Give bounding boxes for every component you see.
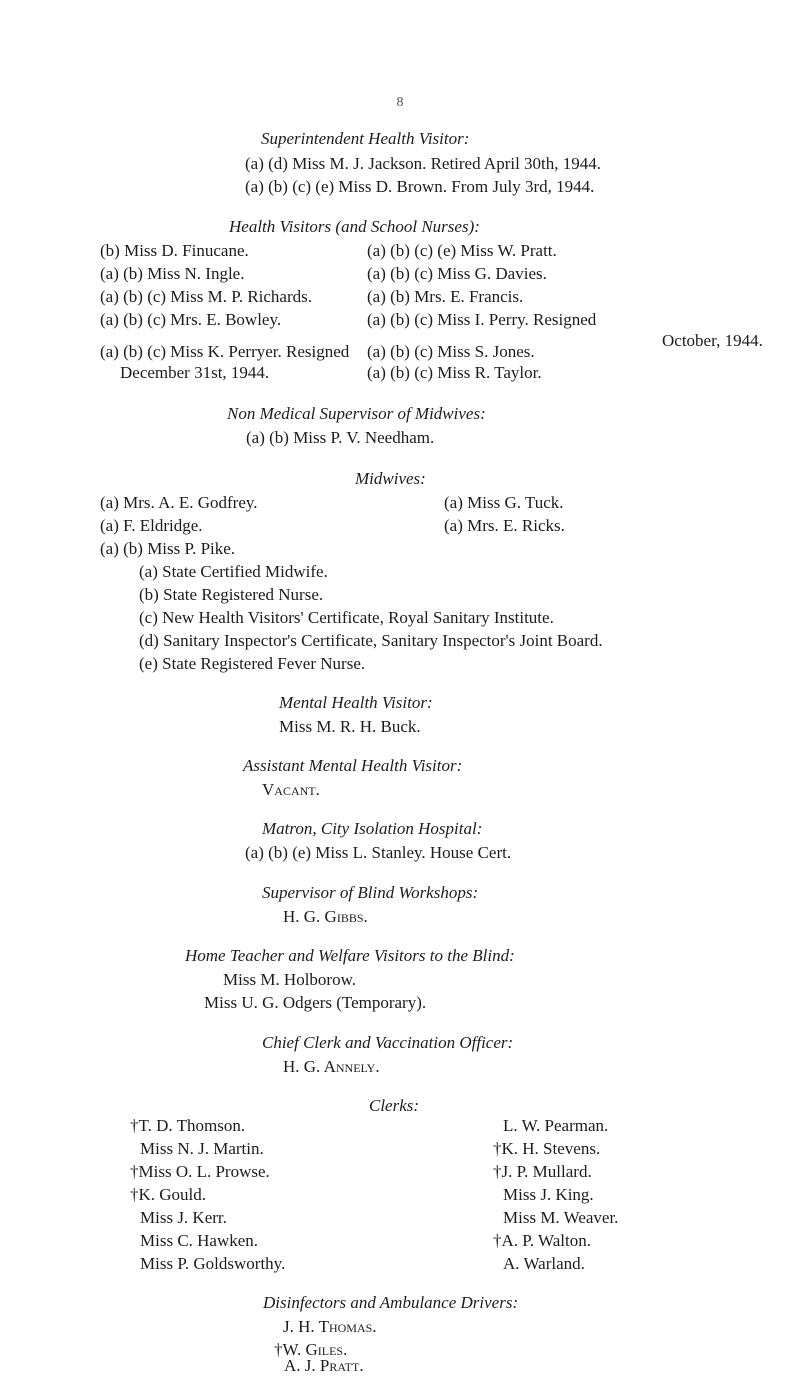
clerks-heading: Clerks: (369, 1096, 420, 1115)
mental-health-line: Miss M. R. H. Buck. (279, 717, 421, 736)
disinfector-2: †W. Giles. (274, 1340, 348, 1359)
hv-left-3: (a) (b) (c) Miss M. P. Richards. (100, 287, 312, 306)
hv-left-1: (b) Miss D. Finucane. (100, 241, 249, 260)
clerk-right-2: †K. H. Stevens. (493, 1139, 601, 1158)
hv-right-5: October, 1944. (662, 331, 763, 350)
hv-right-1: (a) (b) (c) (e) Miss W. Pratt. (367, 241, 557, 260)
blind-workshops-heading: Supervisor of Blind Workshops: (262, 883, 479, 902)
assistant-mental-line: Vacant. (262, 780, 320, 799)
home-teacher-line-2: Miss U. G. Odgers (Temporary). (204, 993, 427, 1012)
disinfectors-heading: Disinfectors and Ambulance Drivers: (263, 1293, 519, 1312)
clerk-left-2: Miss N. J. Martin. (140, 1139, 264, 1158)
midwife-left-2: (a) F. Eldridge. (100, 516, 203, 535)
key-e: (e) State Registered Fever Nurse. (139, 654, 366, 673)
clerk-right-4: Miss J. King. (503, 1185, 594, 1204)
hv-right-2: (a) (b) (c) Miss G. Davies. (367, 264, 547, 283)
key-a: (a) State Certified Midwife. (139, 562, 328, 581)
home-teacher-heading: Home Teacher and Welfare Visitors to the Blind: (185, 946, 515, 965)
clerk-right-5: Miss M. Weaver. (503, 1208, 619, 1227)
hv-left-6: December 31st, 1944. (120, 363, 270, 382)
clerk-left-3: †Miss O. L. Prowse. (130, 1162, 270, 1181)
hv-right-4: (a) (b) (c) Miss I. Perry. Resigned (367, 310, 597, 329)
disinfector-3: A. J. Pratt. (284, 1356, 364, 1375)
blind-workshops-line: H. G. Gibbs. (283, 907, 368, 926)
midwife-right-1: (a) Miss G. Tuck. (444, 493, 564, 512)
assistant-mental-heading: Assistant Mental Health Visitor: (243, 756, 463, 775)
clerk-right-1: L. W. Pearman. (503, 1116, 609, 1135)
midwife-right-2: (a) Mrs. E. Ricks. (444, 516, 565, 535)
key-b: (b) State Registered Nurse. (139, 585, 324, 604)
clerk-right-3: †J. P. Mullard. (493, 1162, 592, 1181)
clerk-left-1: †T. D. Thomson. (130, 1116, 246, 1135)
clerk-left-4: †K. Gould. (130, 1185, 207, 1204)
non-medical-heading: Non Medical Supervisor of Midwives: (227, 404, 486, 423)
chief-clerk-line: H. G. Annely. (283, 1057, 380, 1076)
clerk-right-6: †A. P. Walton. (493, 1231, 591, 1250)
hv-right-7: (a) (b) (c) Miss R. Taylor. (367, 363, 542, 382)
hv-left-2: (a) (b) Miss N. Ingle. (100, 264, 245, 283)
matron-heading: Matron, City Isolation Hospital: (262, 819, 483, 838)
clerk-right-7: A. Warland. (503, 1254, 585, 1273)
superintendent-line-2: (a) (b) (c) (e) Miss D. Brown. From July 3rd, 1944. (245, 177, 595, 196)
hv-left-5: (a) (b) (c) Miss K. Perryer. Resigned (100, 342, 350, 361)
superintendent-line-1: (a) (d) Miss M. J. Jackson. Retired April 30th, 1944. (245, 154, 602, 173)
clerk-left-5: Miss J. Kerr. (140, 1208, 227, 1227)
superintendent-heading: Superintendent Health Visitor: (261, 129, 470, 148)
key-d: (d) Sanitary Inspector's Certificate, Sanitary Inspector's Joint Board. (139, 631, 603, 650)
page-number: 8 (396, 95, 404, 110)
health-visitors-heading: Health Visitors (and School Nurses): (229, 217, 480, 236)
disinfector-1: J. H. Thomas. (283, 1317, 377, 1336)
clerk-left-7: Miss P. Goldsworthy. (140, 1254, 286, 1273)
hv-right-6: (a) (b) (c) Miss S. Jones. (367, 342, 535, 361)
midwife-left-3: (a) (b) Miss P. Pike. (100, 539, 236, 558)
clerk-left-6: Miss C. Hawken. (140, 1231, 259, 1250)
key-c: (c) New Health Visitors' Certificate, Royal Sanitary Institute. (139, 608, 554, 627)
midwives-heading: Midwives: (355, 469, 426, 488)
matron-line: (a) (b) (e) Miss L. Stanley. House Cert. (245, 843, 512, 862)
hv-left-4: (a) (b) (c) Mrs. E. Bowley. (100, 310, 282, 329)
home-teacher-line-1: Miss M. Holborow. (223, 970, 357, 989)
hv-right-3: (a) (b) Mrs. E. Francis. (367, 287, 524, 306)
chief-clerk-heading: Chief Clerk and Vaccination Officer: (262, 1033, 514, 1052)
midwife-left-1: (a) Mrs. A. E. Godfrey. (100, 493, 258, 512)
non-medical-line: (a) (b) Miss P. V. Needham. (246, 428, 435, 447)
mental-health-heading: Mental Health Visitor: (279, 693, 433, 712)
